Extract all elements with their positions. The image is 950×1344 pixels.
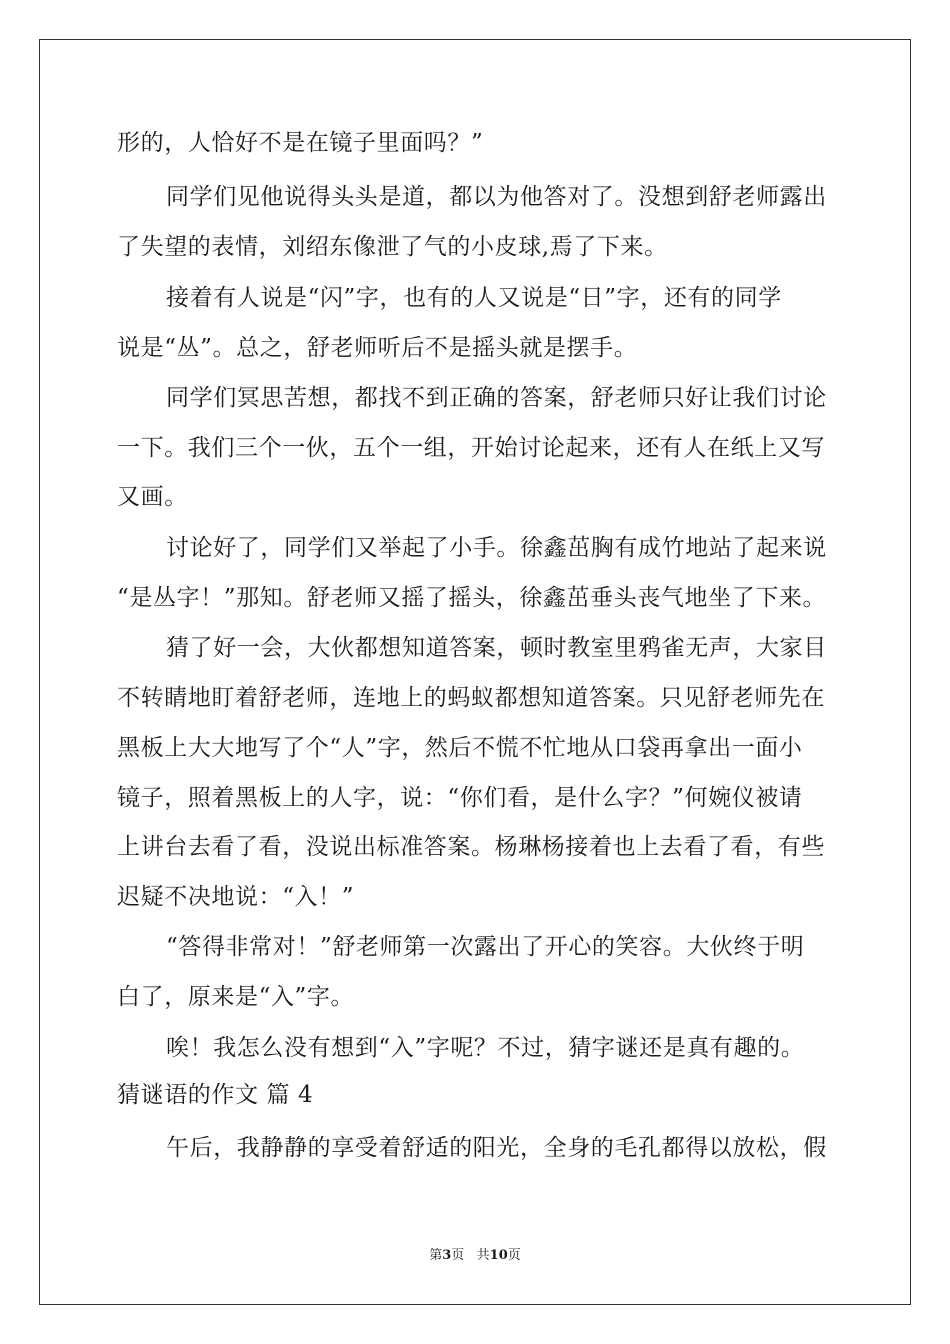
text-line: 形的，人恰好不是在镜子里面吗？” (117, 130, 484, 156)
total-suffix: 页 (507, 1248, 521, 1263)
text-line: 白了，原来是“入”字。 (117, 984, 355, 1010)
page-suffix: 页 共 (451, 1248, 490, 1263)
page-number: 3 (442, 1248, 452, 1263)
text-line: “是丛字！”那知。舒老师又摇了摇头，徐鑫茁垂头丧气地坐了下来。 (117, 585, 827, 611)
text-line: 上讲台去看了看，没说出标准答案。杨琳杨接着也上去看了看，有些 (117, 834, 825, 860)
text-line: 迟疑不决地说：“入！” (117, 884, 355, 910)
text-line: 不转睛地盯着舒老师，连地上的蚂蚁都想知道答案。只见舒老师先在 (117, 685, 825, 711)
text-line: 午后，我静静的享受着舒适的阳光，全身的毛孔都得以放松，假 (166, 1135, 827, 1161)
total-pages: 10 (489, 1248, 508, 1263)
text-line: 唉！我怎么没有想到“入”字呢？不过，猜字谜还是真有趣的。 (166, 1035, 805, 1061)
page-border (39, 39, 911, 1305)
text-line: “答得非常对！”舒老师第一次露出了开心的笑容。大伙终于明 (166, 934, 805, 960)
text-line: 又画。 (117, 484, 188, 510)
text-line: 接着有人说是“闪”字，也有的人又说是“日”字，还有的同学 (166, 285, 782, 311)
section-heading: 猜谜语的作文 篇 4 (117, 1082, 314, 1108)
page-prefix: 第 (429, 1248, 443, 1263)
text-line: 同学们冥思苦想，都找不到正确的答案，舒老师只好让我们讨论 (166, 385, 827, 411)
text-line: 一下。我们三个一伙，五个一组，开始讨论起来，还有人在纸上又写 (117, 435, 825, 461)
text-line: 同学们见他说得头头是道，都以为他答对了。没想到舒老师露出 (166, 184, 827, 210)
text-line: 了失望的表情，刘绍东像泄了气的小皮球,焉了下来。 (117, 234, 668, 260)
text-line: 讨论好了，同学们又举起了小手。徐鑫茁胸有成竹地站了起来说 (166, 535, 827, 561)
text-line: 黑板上大大地写了个“人”字，然后不慌不忙地从口袋再拿出一面小 (117, 735, 803, 761)
text-line: 猜了好一会，大伙都想知道答案，顿时教室里鸦雀无声，大家目 (166, 635, 827, 661)
page-footer (0, 1247, 950, 1265)
text-line: 说是“丛”。总之，舒老师听后不是摇头就是摆手。 (117, 335, 638, 361)
text-line: 镜子，照着黑板上的人字，说：“你们看，是什么字？”何婉仪被请 (117, 785, 803, 811)
